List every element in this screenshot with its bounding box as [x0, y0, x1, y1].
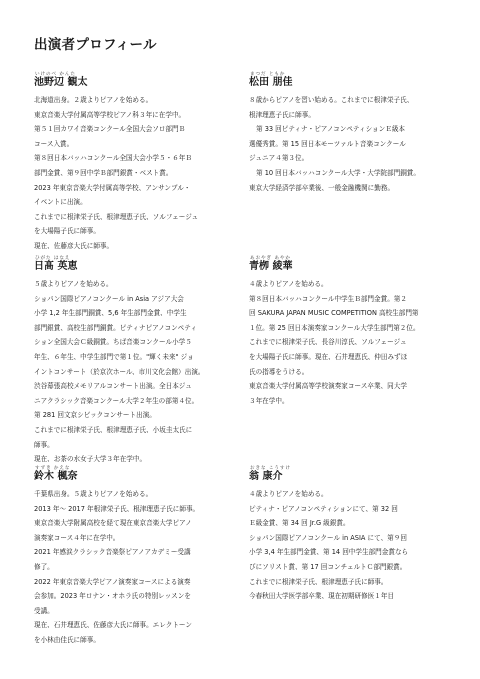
- bio-line: これまでに根津栄子氏、根津理恵子氏、小坂圭太氏に: [34, 425, 193, 434]
- bio-line: 小学 3,4 年生部門金賞、第 14 回中学生部門金賞なら: [249, 548, 409, 557]
- bio-line: 東京音楽大学付属高等学校演奏家コース卒業、同大学: [249, 382, 407, 391]
- bio-line: ５歳よりピアノを始める。: [34, 280, 113, 288]
- bio-line: 東京大学経済学部卒業後、一般金融機関に勤務。: [249, 183, 395, 192]
- performer-name: 日髙 英恵: [34, 261, 78, 272]
- bio-line: 会参加。2023 年ロナン・オホラ氏の特別レッスンを: [34, 592, 191, 601]
- bio-line: 小学 1,2 年生部門銅賞、5,6 年生部門金賞、中学生: [34, 309, 187, 318]
- bio-line: 部門銀賞、高校生部門銅賞。ピティナピアノコンペティ: [34, 323, 197, 332]
- bio-line: ション全国大会Ｃ級銅賞。ちば音楽コンクール小学５: [34, 338, 192, 347]
- bio-line: １位。第 25 回日本演奏家コンクール大学生部門第２位。: [249, 323, 420, 332]
- name-ruby: すずき かえな: [35, 466, 71, 471]
- bio-line: 師事。: [34, 440, 54, 449]
- bio-line: 渋谷幕張高校メモリアルコンサート出演。全日本ジュ: [34, 382, 192, 391]
- bio-line: ４歳よりピアノを始める。: [249, 490, 328, 498]
- bio-line: コース入賞。: [34, 139, 74, 148]
- bio-line: 2022 年東京音楽大学ピアノ演奏家コースによる演奏: [34, 577, 191, 586]
- name-ruby: まつだ ともか: [250, 72, 286, 77]
- bio-line: 第８回日本バッハコンクール中学生Ｂ部門金賞。第２: [249, 294, 407, 303]
- bio-line: イントコンサート（於京次ホール、市川文化会館）出演。: [34, 367, 205, 376]
- bio-line: ３年在学中。: [249, 396, 289, 405]
- bio-line: 根津理恵子氏に師事。: [249, 110, 315, 119]
- bio-line: 現在、石井理恵氏、佐藤彦大氏に師事。エレクトーン: [34, 621, 192, 630]
- bio-line: 部門金賞、第９回中学Ｂ部門銀賞・ベスト賞。: [34, 168, 173, 177]
- bio-line: 回 SAKURA JAPAN MUSIC COMPETITION 高校生部門第: [249, 309, 419, 318]
- profile-matsuda: [249, 72, 459, 195]
- bio-line: 第 10 回日本バッハコンクール大学・大学院部門銅賞。: [256, 168, 420, 177]
- performer-name: 翁 康介: [249, 471, 283, 482]
- bio-line: 2013 年～ 2017 年根津栄子氏、根津理恵子氏に師事。: [34, 504, 200, 513]
- bio-line: 第 33 回ピティナ・ピアノコンペティションＥ級本: [256, 125, 406, 134]
- name-ruby: あおやぎ あやか: [250, 256, 291, 261]
- bio-line: 演奏家コース４年に在学中。: [34, 533, 120, 542]
- bio-line: 第８回日本バッハコンクール全国大会小学５・６年Ｂ: [34, 154, 192, 163]
- bio-line: 受講。: [34, 606, 54, 615]
- bio-line: 選優秀賞。第 15 回日本モーツァルト音楽コンクール: [249, 139, 406, 148]
- bio-line: ８歳からピアノを習い始める。これまでに根津栄子氏、: [249, 96, 414, 104]
- bio-line: びにソリスト賞、第 17 回コンチェルトＣ部門銀賞。: [249, 562, 407, 571]
- bio-line: ショパン国際ピアノコンクール in Asia アジア大会: [34, 294, 184, 303]
- performer-name: 池野辺 観太: [34, 77, 88, 88]
- name-ruby: おきな こうすけ: [250, 466, 291, 471]
- bio-line: 東京音楽大学附属高校を経て現在東京音楽大学ピアノ: [34, 519, 192, 528]
- bio-line: を大場陽子氏に師事。現在、石井理恵氏、仲田みずほ: [249, 352, 408, 361]
- bio-line: 今春秋田大学医学部卒業、現在初期研修医１年目: [249, 592, 395, 601]
- page-title: 出演者プロフィール: [34, 37, 157, 53]
- bio-line: イベントに出演。: [34, 198, 87, 207]
- profile-ikenobe: [34, 72, 244, 254]
- bio-line: 2023 年東京音楽大学付属高等学校、アンサンブル・: [34, 183, 191, 192]
- bio-line: 北海道出身。２歳よりピアノを始める。: [34, 96, 153, 104]
- bio-line: 現在、佐藤彦大氏に師事。: [34, 241, 114, 250]
- performer-name: 鈴木 楓奈: [34, 471, 78, 482]
- profile-aoyagi: [249, 256, 459, 408]
- bio-line: 第 281 回文京シビックコンサート出演。: [34, 411, 156, 420]
- bio-line: ジュニア４第３位。: [249, 154, 309, 163]
- bio-line: 氏の指導をうける。: [249, 367, 309, 376]
- profile-okina: [249, 466, 459, 604]
- bio-line: ピティナ・ピアノコンペティションにて、第 32 回: [249, 504, 398, 513]
- name-ruby: ひがた はなえ: [35, 256, 71, 261]
- bio-line: これまでに根津栄子氏、根津理恵子氏に師事。: [249, 577, 388, 586]
- bio-line: ニアクラシック音楽コンクール大学２年生の部第４位。: [34, 396, 199, 405]
- bio-line: 現在、お茶の水女子大学３年在学中。: [34, 455, 147, 464]
- bio-line: 東京音楽大学付属高等学校ピアノ科３年に在学中。: [34, 110, 186, 119]
- profile-suzuki: [34, 466, 244, 648]
- bio-line: を大場陽子氏に師事。: [34, 227, 100, 236]
- profile-higata: [34, 256, 244, 467]
- bio-line: 千葉県出身。５歳よりピアノを始める。: [34, 490, 153, 498]
- bio-line: これまでに根津栄子氏、根津理恵子氏、ソルフェージュ: [34, 212, 199, 221]
- bio-line: これまでに根津栄子氏、長谷川淳氏、ソルフェージュ: [249, 338, 407, 347]
- bio-line: を小林由佳氏に師事。: [34, 635, 100, 644]
- bio-line: ４歳よりピアノを始める。: [249, 280, 328, 288]
- performer-name: 青栁 綾華: [249, 261, 293, 272]
- bio-line: 年生、６年生、中学生部門で第１位。"輝く未来" ジョ: [34, 352, 194, 361]
- name-ruby: いけのべ かんた: [35, 72, 76, 77]
- bio-line: Ｅ級金賞、第 34 回 Jr.G 級銀賞。: [249, 519, 350, 528]
- bio-line: ショパン国際ピアノコンクール in ASIA にて、第９回: [249, 533, 407, 542]
- bio-line: 2021 年感涙クラシック音楽祭ピアノアカデミー受講: [34, 548, 191, 557]
- performer-name: 松田 朋佳: [249, 77, 293, 88]
- bio-line: 修了。: [34, 562, 54, 571]
- bio-line: 第５１回カワイ音楽コンクール全国大会ソロ部門Ｂ: [34, 125, 186, 134]
